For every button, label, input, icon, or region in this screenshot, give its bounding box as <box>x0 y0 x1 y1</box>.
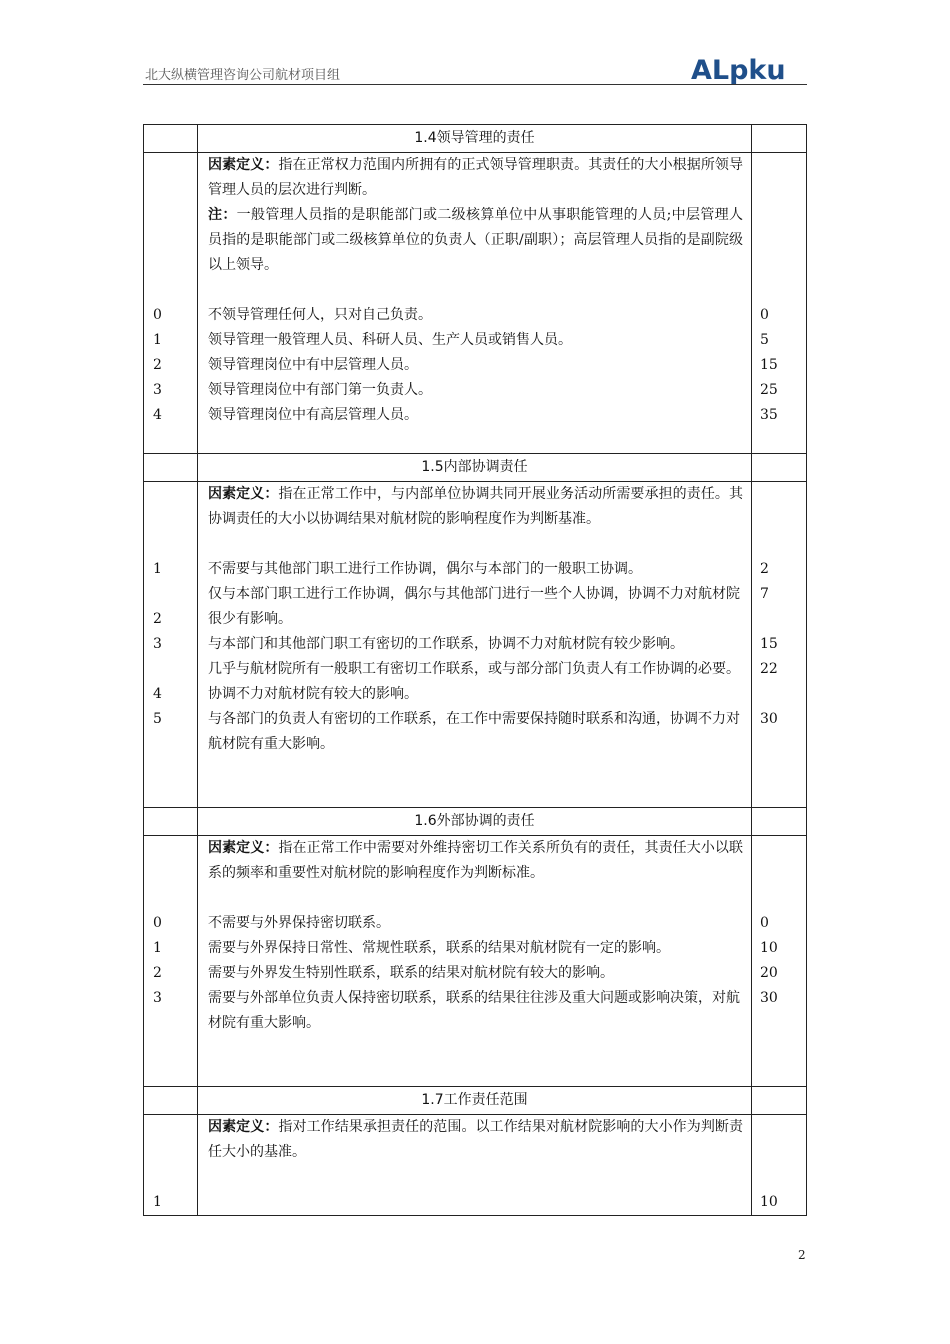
level: 0 <box>153 915 162 931</box>
level-item: 领导管理岗位中有中层管理人员。 <box>208 357 418 373</box>
level: 3 <box>153 382 162 398</box>
level-item: 领导管理一般管理人员、科研人员、生产人员或销售人员。 <box>208 332 572 348</box>
section-title: 1.7工作责任范围 <box>198 1087 752 1115</box>
section-body-row <box>144 482 807 808</box>
level-item: 领导管理岗位中有部门第一负责人。 <box>208 382 432 398</box>
level: 4 <box>153 686 162 702</box>
definition-label: 因素定义： <box>208 157 279 173</box>
level-item: 不需要与外界保持密切联系。 <box>208 915 390 931</box>
description-column <box>198 836 752 1087</box>
header-title: 北大纵横管理咨询公司航材项目组 <box>145 68 341 83</box>
section-body-row <box>144 836 807 1087</box>
points: 20 <box>760 965 778 981</box>
level-item: 仅与本部门职工进行工作协调，偶尔与其他部门进行一些个人协调，协调不力对航材院很少有影响。 <box>208 586 740 627</box>
points: 35 <box>760 407 778 423</box>
description-column <box>198 1115 752 1216</box>
description-column <box>198 482 752 808</box>
points: 30 <box>760 990 778 1006</box>
level: 2 <box>153 965 162 981</box>
level-item: 需要与外部单位负责人保持密切联系，联系的结果往往涉及重大问题或影响决策，对航材院有重大影响。 <box>208 990 740 1031</box>
level: 4 <box>153 407 162 423</box>
points: 10 <box>760 1194 778 1210</box>
level: 3 <box>153 990 162 1006</box>
points: 0 <box>760 915 769 931</box>
level-column <box>144 836 198 1087</box>
definition-text: 指对工作结果承担责任的范围。以工作结果对航材院影响的大小作为判断责任大小的基准。 <box>208 1119 743 1160</box>
header-divider <box>143 84 807 85</box>
section-title: 1.5内部协调责任 <box>198 454 752 482</box>
section-body-row <box>144 1115 807 1216</box>
definition-label: 因素定义： <box>208 1119 279 1135</box>
level: 1 <box>153 332 162 348</box>
note-text: 一般管理人员指的是职能部门或二级核算单位中从事职能管理的人员;中层管理人员指的是职能部门或二级核算单位的负责人（正职/副职）；高层管理人员指的是副院级以上领导。 <box>208 207 744 273</box>
points-column <box>752 153 807 454</box>
level: 0 <box>153 307 162 323</box>
level-column <box>144 482 198 808</box>
level-item: 需要与外界保持日常性、常规性联系，联系的结果对航材院有一定的影响。 <box>208 940 670 956</box>
points: 15 <box>760 636 778 652</box>
section-title-row <box>144 808 807 836</box>
points: 0 <box>760 307 769 323</box>
level-item: 不需要与其他部门职工进行工作协调，偶尔与本部门的一般职工协调。 <box>208 561 642 577</box>
points: 10 <box>760 940 778 956</box>
section-title: 1.6外部协调的责任 <box>198 808 752 836</box>
definition-label: 因素定义： <box>208 486 279 502</box>
section-title-row <box>144 454 807 482</box>
level-item: 需要与外界发生特别性联系，联系的结果对航材院有较大的影响。 <box>208 965 614 981</box>
level: 1 <box>153 561 162 577</box>
level-item: 与各部门的负责人有密切的工作联系，在工作中需要保持随时联系和沟通，协调不力对航材院有重大影响。 <box>208 711 740 752</box>
level: 1 <box>153 1194 162 1210</box>
definition-text: 指在正常权力范围内所拥有的正式领导管理职责。其责任的大小根据所领导管理人员的层次进行判断。 <box>208 157 743 198</box>
points-column <box>752 482 807 808</box>
section-title: 1.4领导管理的责任 <box>198 125 752 153</box>
page-number: 2 <box>798 1248 806 1262</box>
level-item: 不领导管理任何人，只对自己负责。 <box>208 307 432 323</box>
level-column <box>144 153 198 454</box>
company-logo <box>691 54 806 84</box>
points: 7 <box>760 586 769 602</box>
points: 25 <box>760 382 778 398</box>
level: 3 <box>153 636 162 652</box>
definition-label: 因素定义： <box>208 840 279 856</box>
svg-text:ALpku: ALpku <box>691 55 786 84</box>
level: 2 <box>153 357 162 373</box>
points: 15 <box>760 357 778 373</box>
level: 2 <box>153 611 162 627</box>
note-label: 注： <box>208 207 237 223</box>
points: 30 <box>760 711 778 727</box>
level: 1 <box>153 940 162 956</box>
level-item: 几乎与航材院所有一般职工有密切工作联系，或与部分部门负责人有工作协调的必要。协调不力对航材院有较大的影响。 <box>208 661 740 702</box>
level: 5 <box>153 711 162 727</box>
section-body-row <box>144 153 807 454</box>
definition-text: 指在正常工作中需要对外维持密切工作关系所负有的责任，其责任大小以联系的频率和重要性对航材院的影响程度作为判断标准。 <box>208 840 743 881</box>
level-column <box>144 1115 198 1216</box>
points-column <box>752 836 807 1087</box>
description-column <box>198 153 752 454</box>
points: 22 <box>760 661 778 677</box>
points: 5 <box>760 332 769 348</box>
definition-text: 指在正常工作中，与内部单位协调共同开展业务活动所需要承担的责任。其协调责任的大小以协调结果对航材院的影响程度作为判断基准。 <box>208 486 743 527</box>
points-column <box>752 1115 807 1216</box>
section-title-row <box>144 125 807 153</box>
points: 2 <box>760 561 769 577</box>
evaluation-table <box>143 124 807 1216</box>
level-item: 与本部门和其他部门职工有密切的工作联系，协调不力对航材院有较少影响。 <box>208 636 684 652</box>
level-item: 领导管理岗位中有高层管理人员。 <box>208 407 418 423</box>
section-title-row <box>144 1087 807 1115</box>
